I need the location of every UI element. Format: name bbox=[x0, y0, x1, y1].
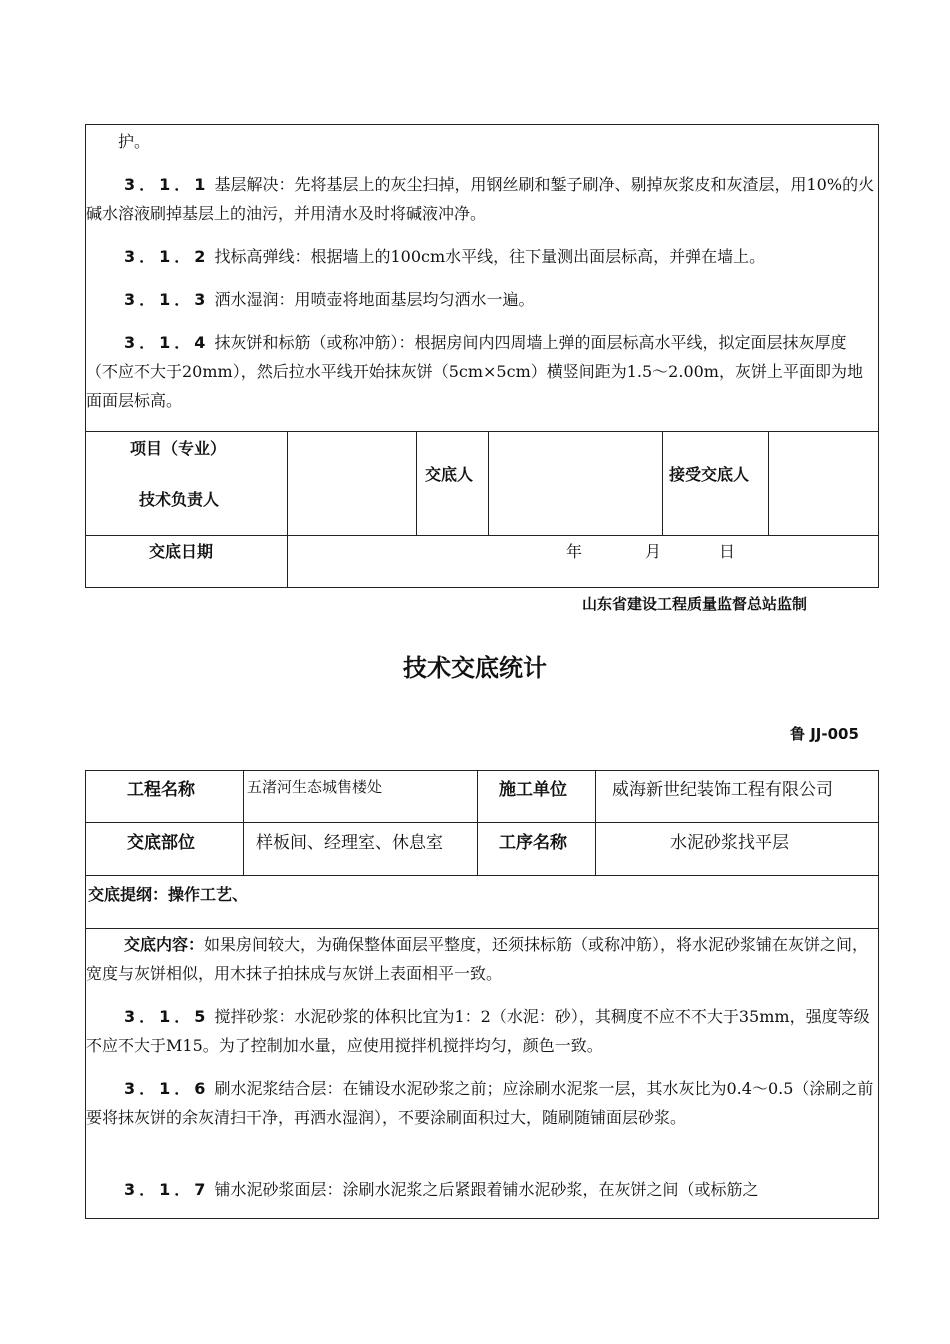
project-name-value: 五渚河生态城售楼处 bbox=[247, 778, 383, 796]
info-table-col-2 bbox=[477, 770, 478, 875]
item-number: 3．1．7 bbox=[124, 1180, 210, 1199]
project-name-label: 工程名称 bbox=[127, 780, 195, 800]
project-tech-lead-label-2: 技术负责人 bbox=[139, 490, 220, 509]
item-number: 3．1．5 bbox=[124, 1007, 210, 1026]
contractor-value: 威海新世纪装饰工程有限公司 bbox=[612, 780, 833, 800]
item-number: 3．1．3 bbox=[124, 290, 210, 309]
discloser-label: 交底人 bbox=[425, 465, 474, 484]
item-3-1-6 bbox=[86, 1074, 878, 1132]
sign-table-top-line bbox=[85, 431, 879, 432]
info-table-row-line-2 bbox=[85, 875, 879, 876]
content-label: 交底内容： bbox=[124, 935, 205, 954]
sign-table-col-4 bbox=[662, 431, 663, 535]
location-label: 交底部位 bbox=[127, 833, 195, 853]
item-text: 搅拌砂浆：水泥砂浆的体积比宜为1：2（水泥：砂），其稠度不应不不大于35mm，强度等级不应不大于M15。为了控制加水量，应使用搅拌机搅拌均匀，颜色一致。 bbox=[86, 1007, 870, 1055]
sign-table-col-2 bbox=[416, 431, 417, 535]
info-table-row-line-1 bbox=[85, 822, 879, 823]
info-table-col-3 bbox=[595, 770, 596, 875]
item-3-1-1 bbox=[86, 170, 878, 228]
item-text: 铺水泥砂浆面层：涂刷水泥浆之后紧跟着铺水泥砂浆，在灰饼之间（或标筋之 bbox=[214, 1180, 759, 1199]
item-number: 3．1．2 bbox=[124, 247, 210, 266]
continuation-text: 护。 bbox=[118, 132, 151, 151]
item-number: 3．1．1 bbox=[124, 175, 210, 194]
item-3-1-2 bbox=[86, 242, 878, 271]
disclosure-date-label: 交底日期 bbox=[149, 542, 214, 561]
item-number: 3．1．4 bbox=[124, 333, 210, 352]
sign-table-col-3 bbox=[488, 431, 489, 535]
item-text: 洒水湿润：用喷壶将地面基层均匀洒水一遍。 bbox=[214, 290, 535, 309]
outline-row-line bbox=[85, 928, 879, 929]
receiver-label: 接受交底人 bbox=[669, 465, 750, 484]
contractor-label: 施工单位 bbox=[499, 780, 567, 800]
date-year: 年 bbox=[566, 542, 583, 561]
disclosure-content bbox=[86, 930, 878, 988]
sign-table-col-1 bbox=[287, 431, 288, 588]
location-value: 样板间、经理室、休息室 bbox=[256, 833, 443, 853]
sign-table-mid-line bbox=[85, 535, 879, 536]
date-day: 日 bbox=[719, 542, 736, 561]
item-3-1-3 bbox=[86, 285, 878, 314]
disclosure-outline: 交底提纲：操作工艺、 bbox=[88, 885, 249, 904]
item-text: 抹灰饼和标筋（或称冲筋）：根据房间内四周墙上弹的面层标高水平线，拟定面层抹灰厚度（不应不大于20mm），然后拉水平线开始抹灰饼（5cm×5cm）横竖间距为1.5～2.00m，灰饼上平面即为地面面层标高。 bbox=[86, 333, 863, 410]
item-text: 基层解决：先将基层上的灰尘扫掉，用钢丝刷和錾子刷净、剔掉灰浆皮和灰渣层，用10%的火碱水溶液刷掉基层上的油污，并用清水及时将碱液冲净。 bbox=[86, 175, 875, 223]
item-text: 找标高弹线：根据墙上的100cm水平线，往下量测出面层标高，并弹在墙上。 bbox=[214, 247, 766, 266]
page-title: 技术交底统计 bbox=[403, 654, 547, 682]
item-number: 3．1．6 bbox=[124, 1079, 210, 1098]
info-table-col-1 bbox=[243, 770, 244, 875]
process-value: 水泥砂浆找平层 bbox=[670, 833, 789, 853]
supervisor-note: 山东省建设工程质量监督总站监制 bbox=[582, 595, 808, 613]
process-label: 工序名称 bbox=[499, 833, 567, 853]
item-text: 刷水泥浆结合层：在铺设水泥砂浆之前；应涂刷水泥浆一层，其水灰比为0.4～0.5（涂刷之前要将抹灰饼的余灰清扫干净，再洒水湿润），不要涂刷面积过大，随刷随铺面层砂浆。 bbox=[86, 1079, 874, 1127]
project-tech-lead-label-1: 项目（专业） bbox=[130, 439, 227, 458]
item-3-1-4 bbox=[86, 328, 878, 415]
sign-table-col-5 bbox=[768, 431, 769, 535]
form-code: 鲁 JJ-005 bbox=[790, 725, 859, 743]
item-3-1-5 bbox=[86, 1002, 878, 1060]
content-text: 如果房间较大，为确保整体面层平整度，还须抹标筋（或称冲筋），将水泥砂浆铺在灰饼之间，宽度与灰饼相似，用木抹子拍抹成与灰饼上表面相平一致。 bbox=[86, 935, 869, 983]
item-3-1-7 bbox=[86, 1175, 878, 1204]
date-month: 月 bbox=[645, 542, 662, 561]
